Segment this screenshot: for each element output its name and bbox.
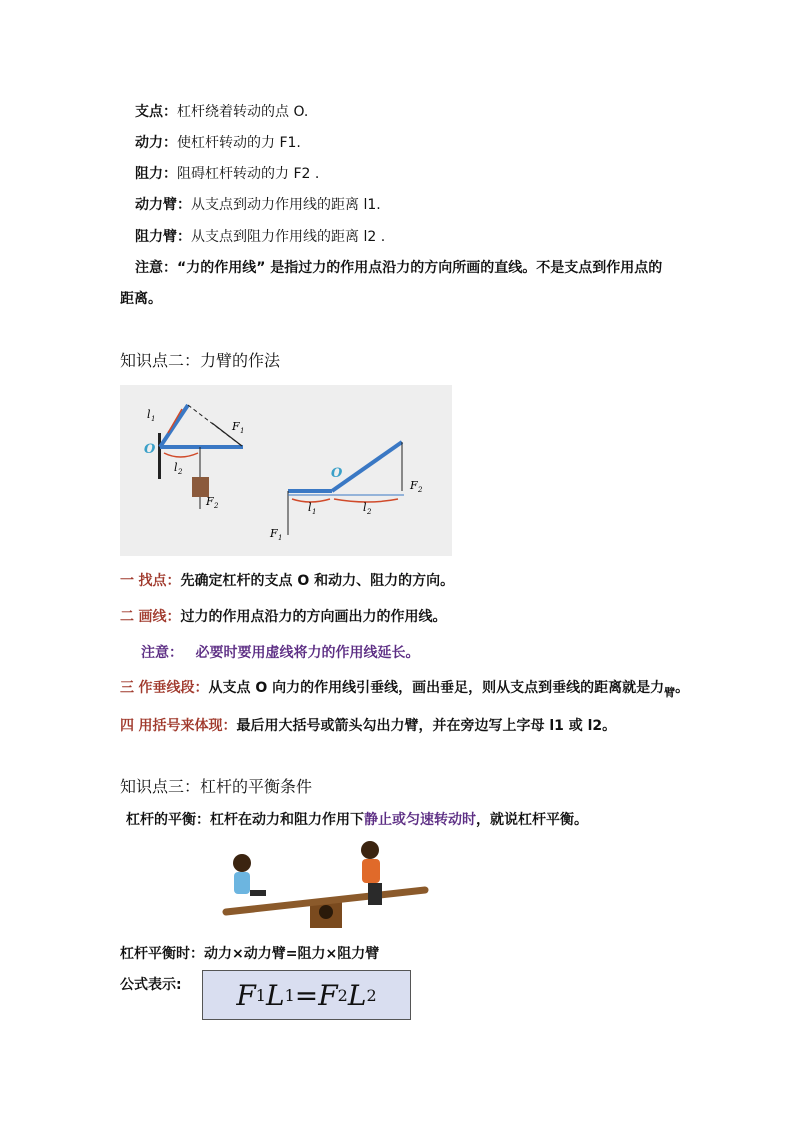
definition-text: 从支点到阻力作用线的距离 l2 . (191, 229, 386, 245)
definition-text: 杠杆绕着转动的点 O. (177, 104, 309, 120)
label-F1-right: F (270, 527, 278, 540)
label-F1-sub-right: 1 (278, 534, 283, 542)
label-l2-sub-right: 2 (367, 508, 372, 516)
label-F1: F (232, 420, 240, 433)
child-left-head (233, 854, 251, 872)
formula-box (202, 970, 411, 1020)
definition-effort (135, 133, 301, 153)
wall-support (158, 433, 161, 479)
definition-term: 支点： (135, 104, 177, 120)
definition-text: 从支点到动力作用线的距离 l1. (191, 197, 381, 213)
lever-diagram (120, 385, 452, 556)
step-4 (120, 716, 616, 736)
step-note (141, 643, 419, 663)
label-l2: l (174, 461, 178, 474)
formula-label: 公式表示: (120, 977, 182, 993)
label-l1-sub-right: 1 (312, 508, 317, 516)
definition-term: 阻力： (135, 166, 177, 182)
definition-text: 阻碍杠杆转动的力 F2 . (177, 166, 320, 182)
step-number: 四 (120, 718, 134, 734)
seesaw-illustration (220, 838, 432, 930)
child-right-head (361, 841, 379, 859)
label-F1-sub: 1 (240, 427, 245, 435)
label-F2-sub-right: 2 (418, 486, 423, 494)
step-label: 找点： (138, 573, 181, 589)
step-number: 一 (120, 573, 134, 589)
label-F2-right: F (410, 479, 418, 492)
formula-L: L (347, 978, 367, 1012)
step-number: 三 (120, 680, 134, 696)
child-left-legs (250, 890, 266, 896)
step-label: 作垂线段： (138, 680, 209, 696)
step-text-end: 。 (675, 680, 690, 696)
definition-term: 阻力臂： (135, 229, 191, 245)
weight-block (192, 477, 209, 497)
definition-term: 动力臂： (135, 197, 191, 213)
brace-l2 (164, 453, 198, 457)
section-2-title: 知识点二：力臂的作法 (120, 351, 281, 370)
step-text: 先确定杠杆的支点 O 和动力、阻力的方向。 (180, 573, 455, 589)
definition-fulcrum (135, 102, 308, 122)
lever-bar (160, 405, 188, 447)
label-F2: F (206, 495, 214, 508)
step-text: 最后用大括号或箭头勾出力臂，并在旁边写上字母 l1 或 l2。 (236, 718, 617, 734)
label-l1-sub: 1 (151, 415, 156, 423)
lever-arm-figure (120, 385, 452, 556)
balance-label: 杠杆的平衡： (126, 812, 210, 828)
definition-effort-arm (135, 195, 381, 215)
formula-sub: 2 (337, 985, 348, 1005)
seesaw-pivot (319, 905, 333, 919)
definition-resistance (135, 164, 319, 184)
step-label: 用括号来体现： (138, 718, 237, 734)
balance-text-end: ，就说杠杆平衡。 (476, 812, 588, 828)
formula-sub: 1 (255, 985, 266, 1005)
brace-l1 (168, 409, 182, 433)
step-2 (120, 607, 446, 627)
formula-F: F (236, 978, 256, 1012)
step-text-tail: 臂 (664, 686, 676, 699)
step-1 (120, 571, 454, 591)
balance-text: 杠杆在动力和阻力作用下 (210, 812, 364, 828)
child-left-body (234, 872, 250, 894)
label-O: O (144, 442, 156, 457)
label-l1-right: l (308, 501, 312, 514)
note-line-2: 距离。 (120, 291, 162, 307)
step-number: 二 (120, 609, 134, 625)
step-note-label: 注意： (141, 645, 183, 661)
formula-sub: 2 (366, 985, 377, 1005)
label-l1: l (147, 408, 151, 421)
step-note-text: 必要时要用虚线将力的作用线延长。 (195, 645, 420, 661)
definition-text: 使杠杆转动的力 F1. (177, 135, 301, 151)
step-text: 过力的作用点沿力的方向画出力的作用线。 (180, 609, 447, 625)
balance-definition (126, 810, 588, 830)
formula-sub: 1 (284, 985, 295, 1005)
step-label: 画线： (138, 609, 181, 625)
label-l2-right: l (363, 501, 367, 514)
label-O-right: O (331, 466, 343, 481)
formula-equals: = (294, 978, 319, 1012)
balance-condition: 杠杆平衡时：动力×动力臂=阻力×阻力臂 (120, 946, 380, 962)
formula-F: F (318, 978, 338, 1012)
label-F2-sub: 2 (214, 502, 219, 510)
section-3-title: 知识点三：杠杆的平衡条件 (120, 777, 313, 796)
definition-resistance-arm (135, 227, 385, 247)
label-l2-sub: 2 (178, 468, 183, 476)
formula-L: L (265, 978, 285, 1012)
balance-highlight: 静止或匀速转动时 (364, 812, 476, 828)
child-right-body (362, 859, 380, 883)
definition-term: 动力： (135, 135, 177, 151)
step-text: 从支点 O 向力的作用线引垂线，画出垂足，则从支点到垂线的距离就是力 (208, 680, 665, 696)
step-3 (120, 678, 689, 699)
lever-bar-right (332, 442, 402, 491)
child-right-legs (368, 883, 382, 905)
note-line-1: 注意：“力的作用线” 是指过力的作用点沿力的方向所画的直线。不是支点到作用点的 (135, 260, 663, 276)
